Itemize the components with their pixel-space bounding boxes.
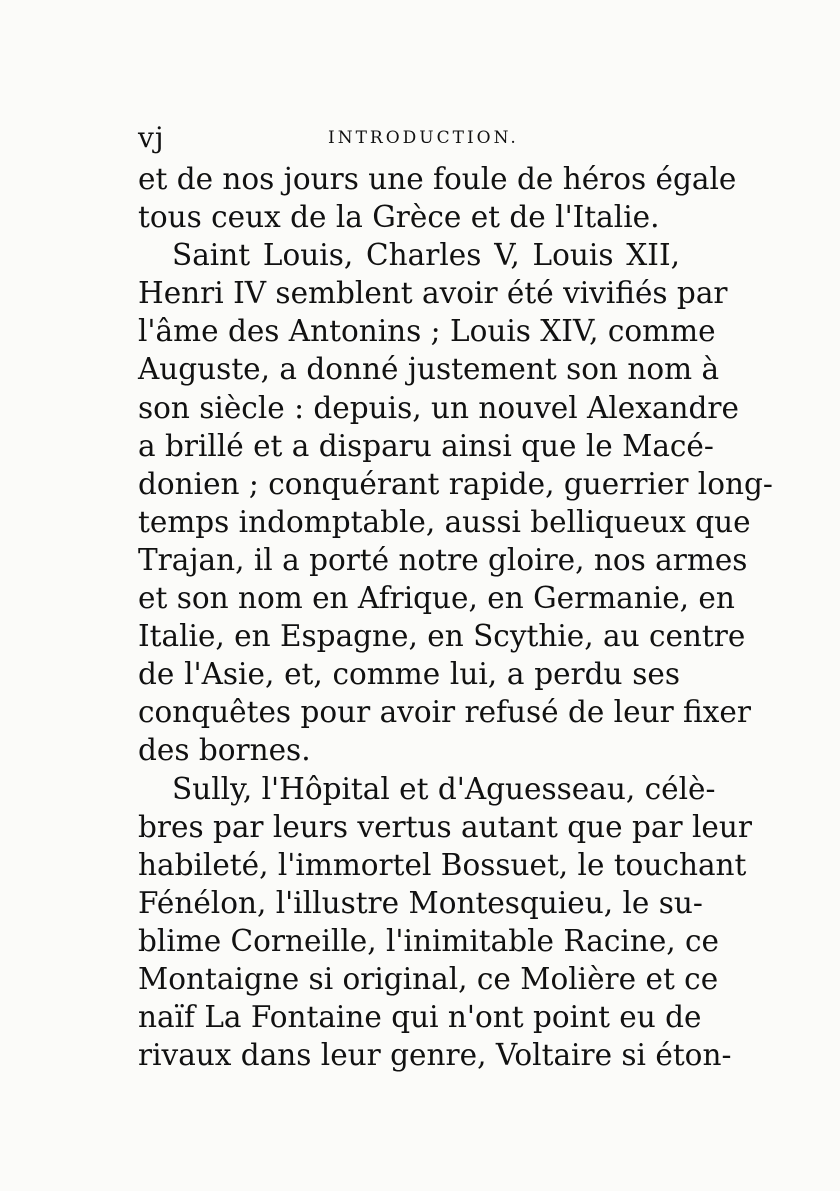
- text-line: Auguste, a donné justement son nom à: [138, 352, 720, 387]
- text-line: Saint Louis, Charles V, Louis XII,: [172, 238, 680, 273]
- text-line: temps indomptable, aussi belliqueux que: [138, 504, 751, 539]
- text-line: blime Corneille, l'inimitable Racine, ce: [138, 923, 720, 958]
- text-line: rivaux dans leur genre, Voltaire si éton-: [138, 1038, 732, 1073]
- text-line: de l'Asie, et, comme lui, a perdu ses: [138, 657, 680, 692]
- text-line: l'âme des Antonins ; Louis XIV, comme: [138, 314, 716, 349]
- text-line: et de nos jours une foule de héros égale: [138, 162, 737, 196]
- text-line: naïf La Fontaine qui n'ont point eu de: [138, 1000, 702, 1035]
- page-number: vj: [138, 121, 165, 154]
- text-line: bres par leurs vertus autant que par leur: [138, 809, 752, 844]
- text-line: Italie, en Espagne, en Scythie, au centre: [138, 619, 746, 654]
- text-line: Fénélon, l'illustre Montesquieu, le su-: [138, 885, 703, 920]
- text-line: Trajan, il a porté notre gloire, nos armes: [138, 542, 748, 577]
- text-line: tous ceux de la Grèce et de l'Italie.: [138, 200, 660, 235]
- text-line: conquêtes pour avoir refusé de leur fixer: [138, 695, 751, 730]
- text-line: a brillé et a disparu ainsi que le Macé-: [138, 428, 714, 463]
- text-line: son siècle : depuis, un nouvel Alexandre: [138, 390, 739, 425]
- running-head: [138, 118, 680, 158]
- text-line: donien ; conquérant rapide, guerrier long-: [138, 466, 773, 501]
- text-line: des bornes.: [138, 733, 311, 768]
- running-title: INTRODUCTION.: [328, 128, 519, 148]
- text-line: et son nom en Afrique, en Germanie, en: [138, 581, 735, 616]
- text-line: habileté, l'immortel Bossuet, le touchant: [138, 847, 747, 882]
- text-line: Henri IV semblent avoir été vivifiés par: [138, 276, 728, 311]
- text-line: Sully, l'Hôpital et d'Aguesseau, célè-: [172, 771, 716, 806]
- text-line: Montaigne si original, ce Molière et ce: [138, 961, 719, 996]
- body-text: [138, 160, 773, 1074]
